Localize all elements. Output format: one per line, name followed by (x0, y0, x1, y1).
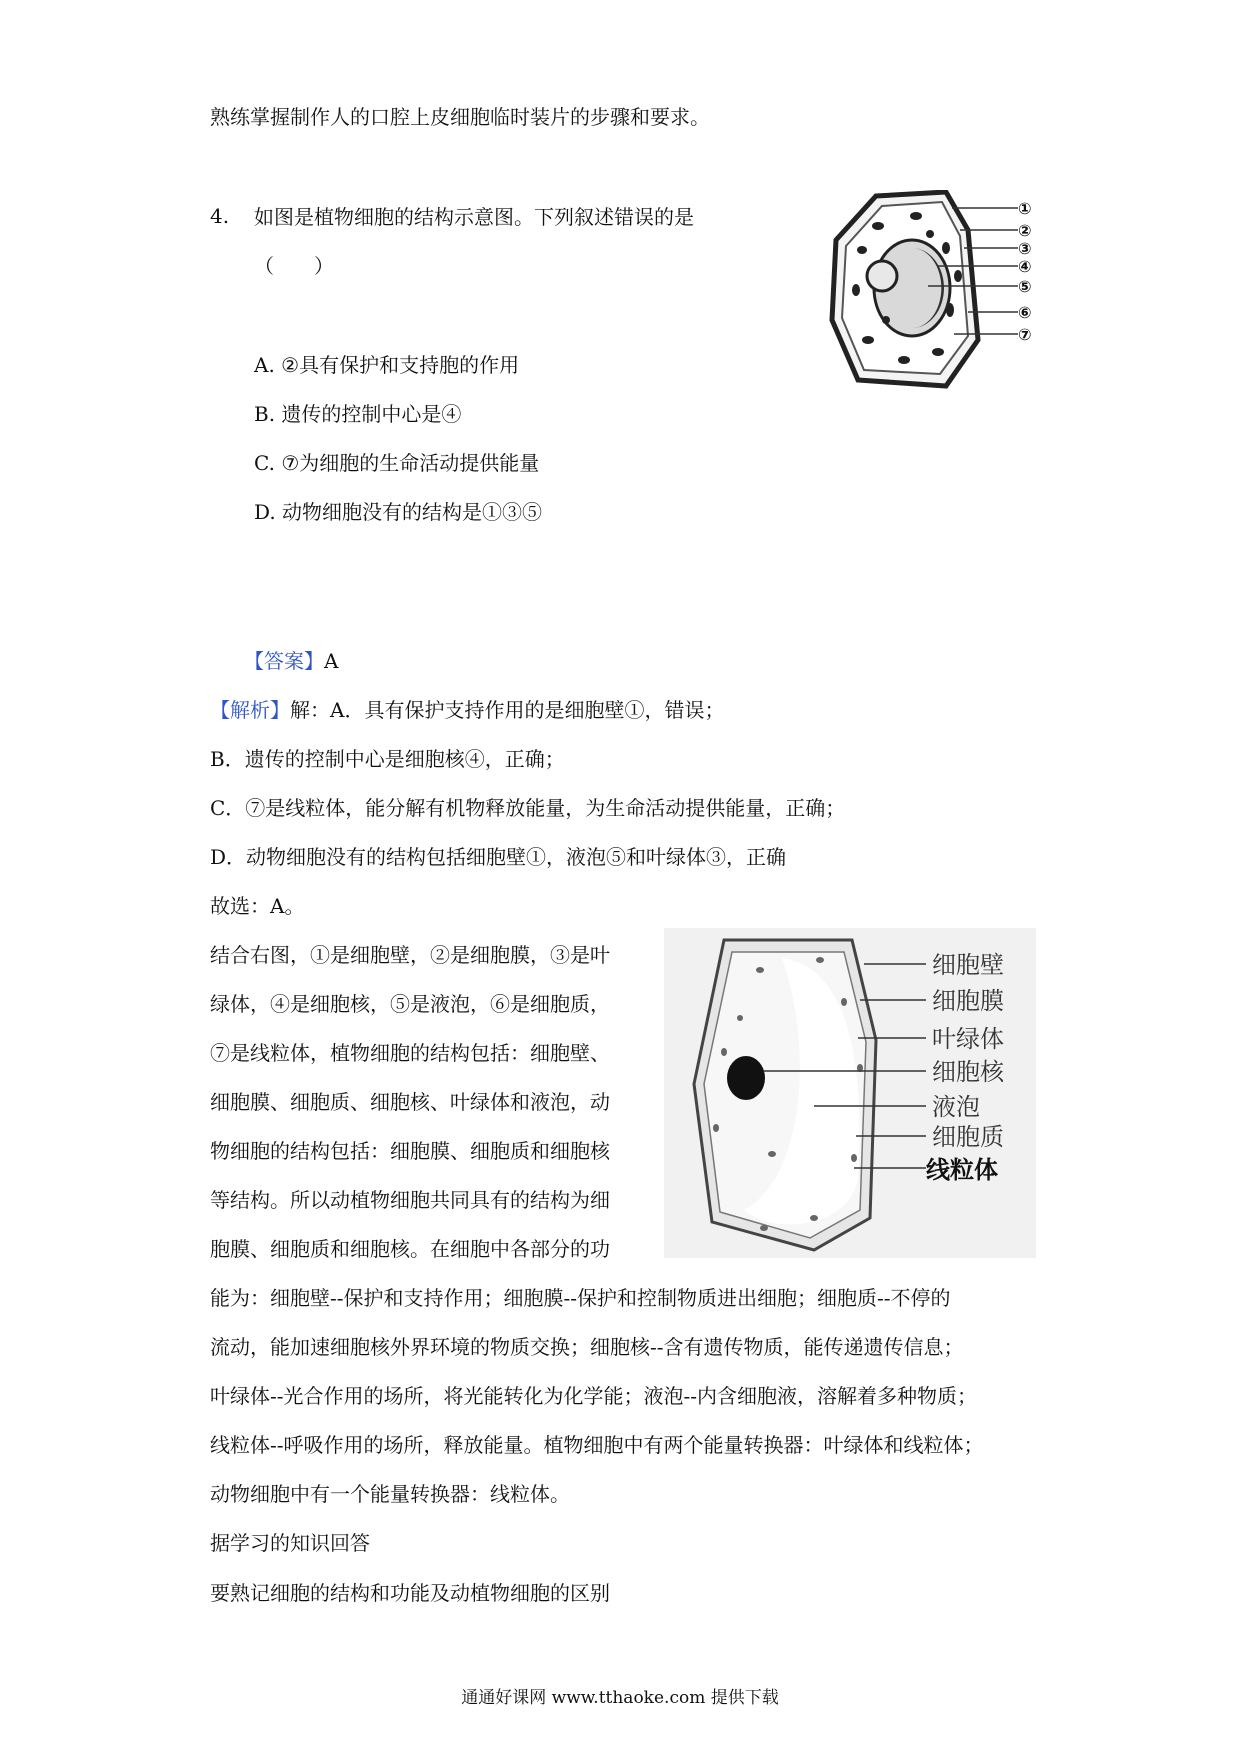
answer-tag: 【答案】 (244, 649, 324, 673)
analysis-full-line: 叶绿体--光合作用的场所，将光能转化为化学能；液泡--内含细胞液，溶解着多种物质； (210, 1384, 978, 1408)
figure-label: ⑦ (1018, 325, 1032, 344)
figure-label: ③ (1018, 239, 1032, 258)
option-b (254, 401, 461, 427)
figure-label: ⑤ (1018, 277, 1032, 296)
analysis-first-line (210, 697, 724, 723)
analysis-first-text: 解：A．具有保护支持作用的是细胞壁①，错误； (290, 698, 725, 722)
option-text: 动物细胞没有的结构是①③⑤ (282, 500, 543, 524)
analysis-wrap-line: 等结构。所以动植物细胞共同具有的结构为细 (210, 1188, 610, 1212)
analysis-wrap-line: 结合右图，①是细胞壁，②是细胞膜，③是叶 (210, 943, 610, 967)
analysis-line: B．遗传的控制中心是细胞核④，正确； (210, 747, 565, 771)
analysis-tail-line: 据学习的知识回答 (210, 1531, 370, 1555)
intro-line: 熟练掌握制作人的口腔上皮细胞临时装片的步骤和要求。 (210, 105, 710, 129)
question-stem: 如图是植物细胞的结构示意图。下列叙述错误的是 (254, 205, 694, 229)
analysis-full-line: 线粒体--呼吸作用的场所，释放能量。植物细胞中有两个能量转换器：叶绿体和线粒体； (210, 1433, 984, 1457)
cell-wall-label: 细胞壁 (932, 951, 1004, 979)
figure-label: ⑥ (1018, 303, 1032, 322)
answer-line (244, 648, 338, 674)
option-letter: C. (254, 451, 275, 475)
option-d (254, 499, 542, 525)
figure-label: ④ (1018, 257, 1032, 276)
figure-label: ① (1018, 199, 1032, 218)
option-c (254, 450, 539, 476)
option-letter: B. (254, 402, 276, 426)
analysis-full-line: 动物细胞中有一个能量转换器：线粒体。 (210, 1482, 570, 1506)
analysis-wrap-line: 胞膜、细胞质和细胞核。在细胞中各部分的功 (210, 1237, 610, 1261)
analysis-line: D．动物细胞没有的结构包括细胞壁①，液泡⑤和叶绿体③，正确 (210, 845, 787, 869)
question-paren: （ ） (254, 254, 334, 278)
analysis-full-line: 能为：细胞壁--保护和支持作用；细胞膜--保护和控制物质进出细胞；细胞质--不停的 (210, 1286, 951, 1310)
analysis-tag: 【解析】 (210, 698, 290, 722)
option-letter: D. (254, 500, 276, 524)
answer-value: A (324, 649, 339, 673)
chloroplast-label: 叶绿体 (932, 1025, 1004, 1053)
mitochondria-label: 线粒体 (926, 1156, 998, 1184)
analysis-full-line: 流动，能加速细胞核外界环境的物质交换；细胞核--含有遗传物质，能传递遗传信息； (210, 1335, 964, 1359)
vacuole-label: 液泡 (932, 1093, 980, 1121)
question-number: 4. (210, 204, 230, 228)
figure-label: ② (1018, 221, 1032, 240)
analysis-tail-line: 要熟记细胞的结构和功能及动植物细胞的区别 (210, 1581, 610, 1605)
plant-cell-figure (828, 190, 1048, 400)
analysis-wrap-line: 绿体，④是细胞核，⑤是液泡，⑥是细胞质， (210, 992, 610, 1016)
option-text: ②具有保护和支持胞的作用 (281, 353, 520, 377)
option-letter: A. (254, 353, 275, 377)
page-footer: 通通好课网 www.tthaoke.com 提供下载 (461, 1688, 779, 1708)
option-text: ⑦为细胞的生命活动提供能量 (281, 451, 540, 475)
cytoplasm-label: 细胞质 (932, 1123, 1004, 1151)
option-text: 遗传的控制中心是④ (281, 402, 462, 426)
analysis-wrap-line: 细胞膜、细胞质、细胞核、叶绿体和液泡，动 (210, 1090, 610, 1114)
labeled-cell-figure (664, 928, 1036, 1258)
analysis-wrap-line: ⑦是线粒体，植物细胞的结构包括：细胞壁、 (210, 1041, 610, 1065)
analysis-wrap-line: 物细胞的结构包括：细胞膜、细胞质和细胞核 (210, 1139, 610, 1163)
option-a (254, 352, 519, 378)
cell-membrane-label: 细胞膜 (932, 987, 1004, 1015)
nucleus-label: 细胞核 (932, 1058, 1004, 1086)
analysis-line: C．⑦是线粒体，能分解有机物释放能量，为生命活动提供能量，正确； (210, 796, 846, 820)
analysis-line: 故选：A。 (210, 894, 305, 918)
